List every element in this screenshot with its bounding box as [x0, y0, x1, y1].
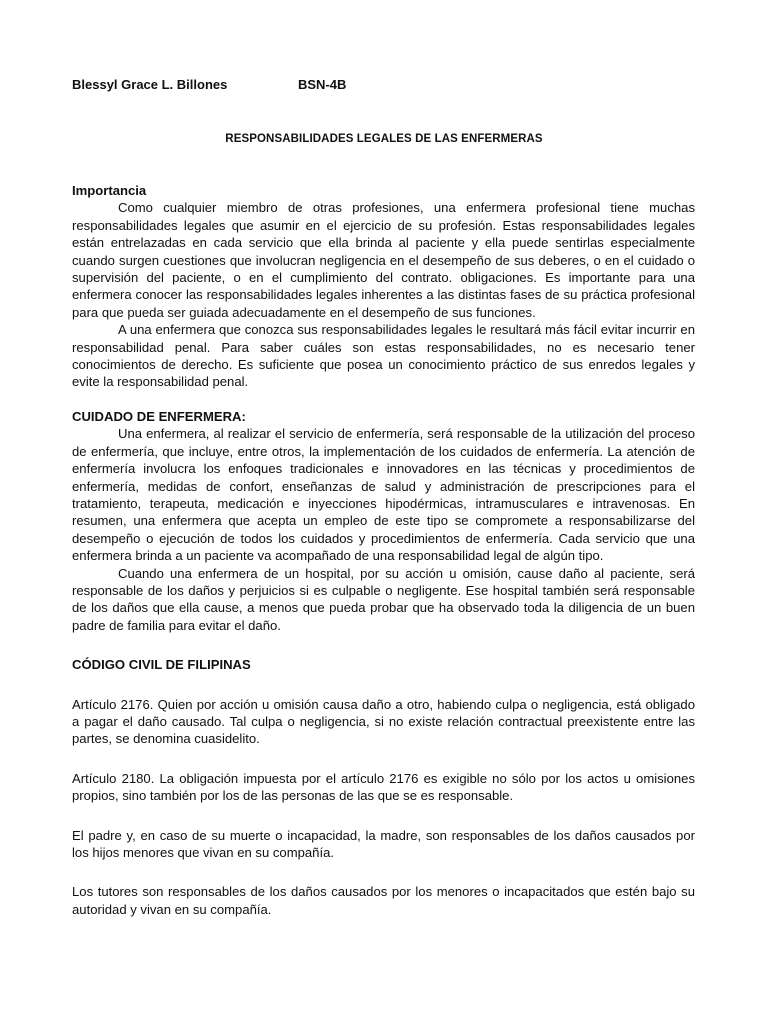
spacer: [72, 861, 695, 883]
course-section: BSN-4B: [298, 77, 347, 92]
spacer: [72, 748, 695, 770]
document-title: RESPONSABILIDADES LEGALES DE LAS ENFERMERAS: [225, 133, 543, 145]
paragraph: Como cualquier miembro de otras profesiones, una enfermera profesional tiene muchas responsabilidades legales que asumir en el ejercicio de su profesión. Estas responsabilidades legales están entrelazadas en cada servicio que ella brinda al paciente y ella puede sentirlas especialmente cuando surgen cuestiones que involucran negligencia en el desempeño de sus deberes, o en el cuidado o supervisión del paciente, o en el cumplimiento del contrato. obligaciones. Es importante para una enfermera conocer las responsabilidades legales inherentes a las distintas fases de su práctica profesional para que pueda ser guiada adecuadamente en el desempeño de sus funciones.: [72, 200, 695, 320]
paragraph-article-2176: Artículo 2176. Quien por acción u omisión causa daño a otro, habiendo culpa o negligencia, está obligado a pagar el daño causado. Tal culpa o negligencia, si no existe relación contractual preexistente entre las partes, se denomina cuasidelito.: [72, 696, 695, 747]
paragraph-article-2180: Artículo 2180. La obligación impuesta por el artículo 2176 es exigible no sólo por los actos u omisiones propios, sino también por los de las personas de las que se es responsable.: [72, 770, 695, 804]
paragraph: Cuando una enfermera de un hospital, por su acción u omisión, cause daño al paciente, será responsable de los daños y perjuicios si es culpable o negligente. Ese hospital también será responsable de los daños que ella cause, a menos que pueda probar que ha observado toda la diligencia de un buen padre de familia para evitar el daño.: [72, 565, 695, 633]
section-heading-cuidado: CUIDADO DE ENFERMERA:: [72, 408, 246, 424]
spacer: [72, 805, 695, 827]
spacer: [72, 634, 695, 656]
section-heading-codigo: CÓDIGO CIVIL DE FILIPINAS: [72, 657, 251, 673]
spacer: [72, 674, 695, 696]
section-heading-importancia: Importancia: [72, 183, 147, 198]
author-name: Blessyl Grace L. Billones: [72, 77, 228, 92]
spacer: [72, 391, 695, 408]
paragraph: A una enfermera que conozca sus responsabilidades legales le resultará más fácil evitar incurrir en responsabilidad penal. Para saber cuáles son estas responsabilidades, no es necesario tener conocimientos de derecho. Es suficiente que posea un conocimiento práctico de sus enredos legales y evite la responsabilidad penal.: [72, 322, 695, 390]
paragraph: Los tutores son responsables de los daños causados por los menores o incapacitados que estén bajo su autoridad y vivan en su compañía.: [72, 884, 695, 917]
paragraph: El padre y, en caso de su muerte o incapacidad, la madre, son responsables de los daños causados por los hijos menores que vivan en su compañía.: [72, 827, 695, 860]
document-body: [72, 182, 695, 918]
paragraph: Una enfermera, al realizar el servicio de enfermería, será responsable de la utilización del proceso de enfermería, que incluye, entre otros, la implementación de los cuidados de enfermería. La atención de enfermería involucra los enfoques tradicionales e innovadores en las técnicas y procedimientos de enfermería, medidas de confort, enseñanzas de salud y administración de prescripciones para el tratamiento, terapeuta, medicación e inyecciones hipodérmicas, intramusculares e intravenosas. En resumen, una enfermera que acepta un empleo de este tipo se compromete a responsabilizarse del desempeño o ejecución de todos los cuidados y procedimientos de enfermería. Cada servicio que una enfermera brinda a un paciente va acompañado de una responsabilidad legal de algún tipo.: [72, 426, 695, 564]
document-header: [72, 77, 347, 93]
